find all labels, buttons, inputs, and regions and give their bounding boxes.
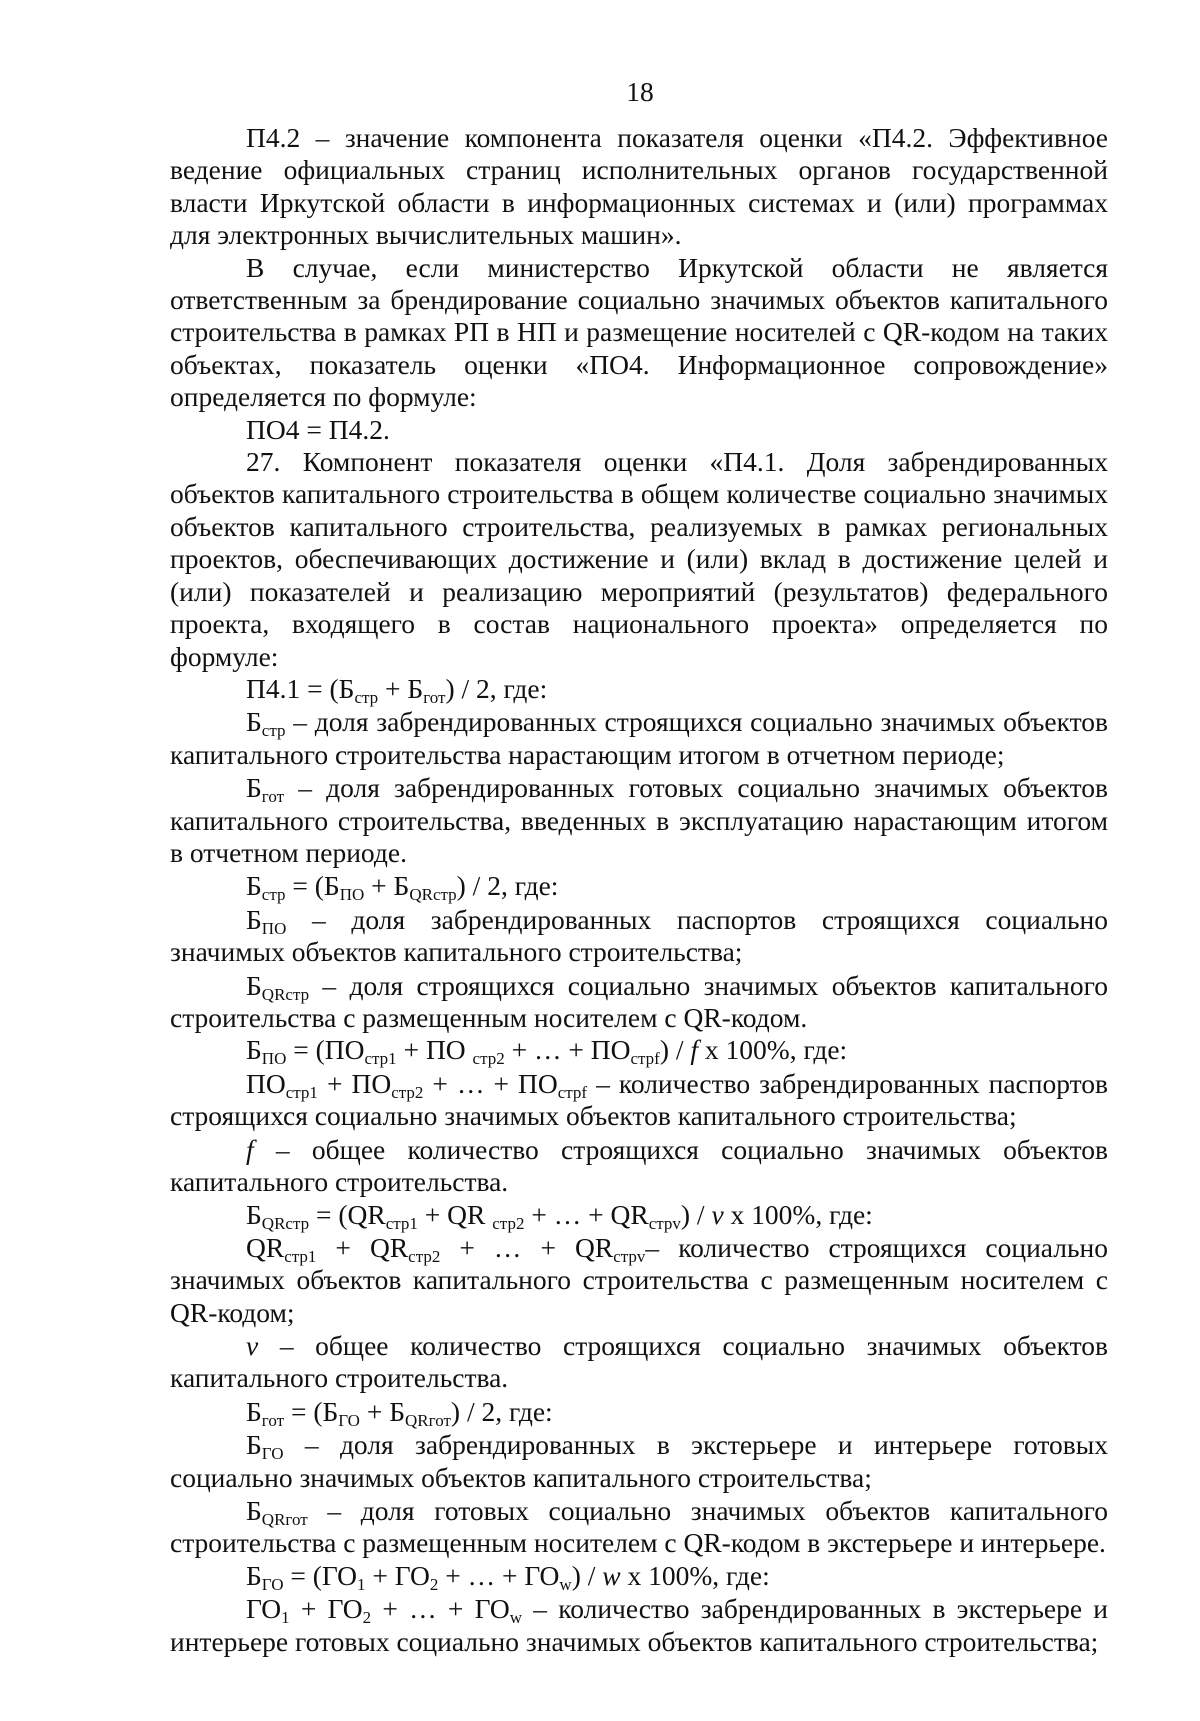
definition-go-sum: $ГО_1 + ГО_2$ + … + $ГО_w$ – количество забрендированных в экстерьере и интерьере готовых социально значимых объектов капитального строительства; xyxy=(170,1593,1109,1657)
definition-f: f – общее количество строящихся социально значимых объектов капитального строительства. xyxy=(170,1133,1108,1197)
definition-bqrgot: $Б_{QRгот}$ – доля готовых социально значимых объектов капитального строительства с размещенным носителем с QR-кодом в экстерьере и интерьере. xyxy=(170,1495,1108,1559)
formula-bstr: $Б_{стр} = (Б_{ПО} + Б_{QRстр}) / 2$, где: xyxy=(246,870,559,905)
document-body xyxy=(170,122,1108,1658)
definition-po-sum: $ПО_{стр1} + ПО_{стр2}$ + … + $ПО_{стрf}$ – количество забрендированных паспортов строящихся социально значимых объектов капитального строительства; xyxy=(170,1067,1108,1132)
formula-bpo: $Б_{ПО} = (ПО_{стр1}$ + ПО $_{стр2}$ + … + $ПО_{стрf}$) / f х 100%, где: xyxy=(246,1034,848,1069)
paragraph-responsibility-case: В случае, если министерство Иркутской области не является ответственным за брендирование социально значимых объектов капитального строительства в рамках РП в НП и размещение носителей с QR-кодом на таких объектах, показатель оценки «ПО4. Информационное сопровождение» определяется по формуле: xyxy=(170,251,1108,413)
definition-bgo: $Б_{ГО}$ – доля забрендированных в экстерьере и интерьере готовых социально значимых объектов капитального строительства; xyxy=(170,1429,1108,1493)
paragraph-p42-definition: П4.2 – значение компонента показателя оценки «П4.2. Эффективное ведение официальных страниц исполнительных органов государственной власти Иркутской области в информационных системах и (или) программах для электронных вычислительных машин». xyxy=(170,122,1108,251)
definition-v: v – общее количество строящихся социально значимых объектов капитального строительства. xyxy=(170,1330,1108,1394)
definition-bgot: $Б_{гот}$ – доля забрендированных готовых социально значимых объектов капитального строительства, введенных в эксплуатацию нарастающим итогом в отчетном периоде. xyxy=(170,772,1108,868)
formula-bqrstr: $Б_{QRстр} = (QR_{стр1}$ + QR $_{стр2}$ + … + $QR_{стрv}$) / v х 100%, где: xyxy=(246,1199,873,1234)
paragraph-item-27: 27. Компонент показателя оценки «П4.1. Доля забрендированных объектов капитального строительства в общем количестве социально значимых объектов капитального строительства, реализуемых в рамках региональных проектов, обеспечивающих достижение и (или) вклад в достижение целей и (или) показателей и реализацию мероприятий (результатов) федерального проекта, входящего в состав национального проекта» определяется по формуле: xyxy=(170,446,1108,672)
formula-bgot: $Б_{гот} = (Б_{ГО} + Б_{QRгот}) / 2$, где: xyxy=(246,1395,553,1430)
definition-bstr: $Б_{стр}$ – доля забрендированных строящихся социально значимых объектов капитального строительства нарастающим итогом в отчетном периоде; xyxy=(170,706,1108,770)
page-number: 18 xyxy=(626,76,654,107)
formula-bgo: $Б_{ГО} = (ГО_1 + ГО_2$ + … + $ГО_w$) / w х 100%, где: xyxy=(246,1559,770,1594)
definition-qr-sum: $QR_{стр1} + QR_{стр2}$ + … + $QR_{стрv}-$ количество строящихся социально значимых объектов капитального строительства с размещенным носителем с QR-кодом; xyxy=(170,1231,1108,1328)
formula-po4: ПО4 = П4.2. xyxy=(246,413,390,445)
definition-bqrstr: $Б_{QRстр}$ – доля строящихся социально значимых объектов капитального строительства с размещенным носителем с QR-кодом. xyxy=(170,969,1108,1033)
definition-bpo: $Б_{ПО}$ – доля забрендированных паспортов строящихся социально значимых объектов капитального строительства; xyxy=(170,903,1108,968)
formula-p41: $П4.1 = (Б_{стр} + Б_{гот}) / 2$, где: xyxy=(246,672,548,707)
